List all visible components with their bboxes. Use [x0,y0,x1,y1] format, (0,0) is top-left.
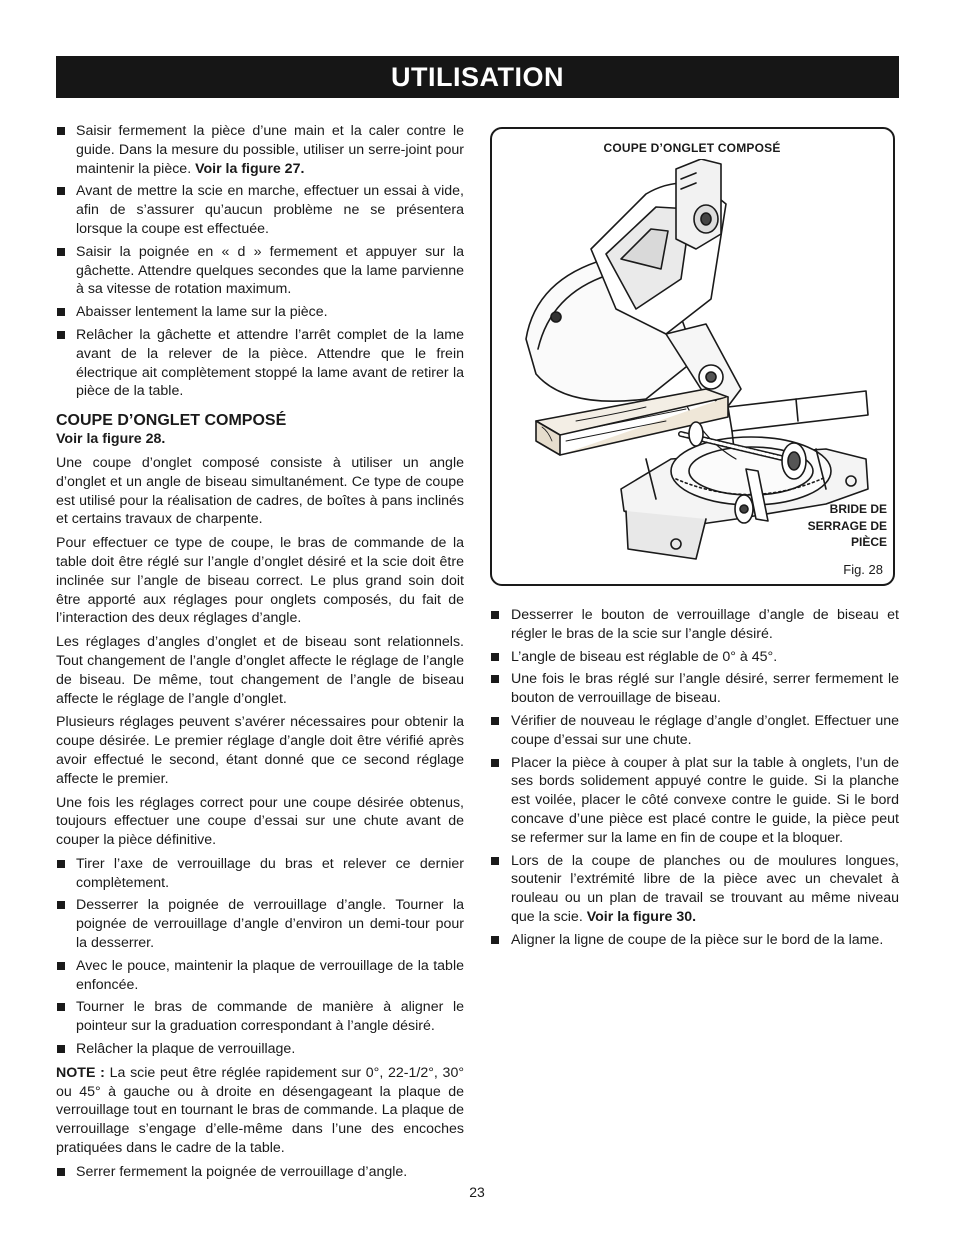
list-item: Abaisser lentement la lame sur la pièce. [56,303,464,322]
right-column [490,606,899,955]
bullet-list-miter-steps [56,855,464,1059]
list-item: Tirer l’axe de verrouillage du bras et relever ce dernier complètement. [56,855,464,893]
paragraph: Une coupe d’onglet composé consiste à utiliser un angle d’onglet et un angle de biseau simultanément. Ce type de coupe est utilisé pour la réalisation de cadres, de boîtes à pans inclinés et certains travaux de charpente. [56,454,464,528]
list-item: Serrer fermement la poignée de verrouillage d’angle. [56,1163,464,1182]
list-item: Saisir la poignée en « d » fermement et appuyer sur la gâchette. Attendre quelques secondes que la lame parvienne à sa vitesse de rotation maximum. [56,243,464,299]
paragraph: Une fois les réglages correct pour une coupe désirée obtenus, toujours effectuer une coupe d’essai sur une chute avant de couper la pièce définitive. [56,794,464,849]
figure-title: COUPE D’ONGLET COMPOSÉ [603,141,781,155]
bullet-list-final-step [56,1163,464,1182]
list-item: Lors de la coupe de planches ou de moulures longues, soutenir l’extrémité libre de la pièce avec un chevalet à rouleau ou un plan de travail se trouvant au même niveau que la scie. Voir la figure 30. [490,852,899,927]
figure-28-box [490,127,895,586]
list-item: Relâcher la plaque de verrouillage. [56,1040,464,1059]
section-title: UTILISATION [391,62,564,92]
note-label: NOTE : [56,1064,105,1081]
list-item: Aligner la ligne de coupe de la pièce sur le bord de la lame. [490,931,899,950]
list-item: Saisir fermement la pièce d’une main et la caler contre le guide. Dans la mesure du possible, utiliser un serre-joint pour maintenir la pièce. Voir la figure 27. [56,122,464,178]
paragraph: Plusieurs réglages peuvent s’avérer nécessaires pour obtenir la coupe désirée. Le premier réglage d’angle doit être vérifié après avoir effectué le second, étant donné que ce second réglage affecte le premier. [56,714,464,787]
paragraph: Les réglages d’angles d’onglet et de biseau sont relationnels. Tout changement de l’angle d’onglet affecte le réglage de l’angle de biseau. De même, tout changement de l’angle de biseau affecte le réglage de l’angle d’onglet. [56,634,464,707]
note-paragraph: NOTE : La scie peut être réglée rapidement sur 0°, 22-1/2°, 30° ou 45° à gauche ou à droite en désengageant la plaque de verrouillage tout en tournant le bras de commande. La plaque de verrouillage s’engage d’elle-même dans l’une des encoches pratiquées dans le cadre de la table. [56,1064,465,1157]
figure-number: Fig. 28 [843,562,883,577]
page-number: 23 [469,1184,485,1200]
figure-reference: Voir la figure 28. [56,431,166,448]
list-item: Desserrer le bouton de verrouillage d’angle de biseau et régler le bras de la scie sur l’angle désiré. [490,606,899,644]
list-item: Tourner le bras de commande de manière à aligner le pointeur sur la graduation correspondant à l’angle désiré. [56,998,464,1036]
list-item: L’angle de biseau est réglable de 0° à 45°. [490,648,899,667]
clamp-callout: BRIDE DE SERRAGE DE PIÈCE [807,502,887,549]
section-heading: COUPE D’ONGLET COMPOSÉ [56,412,287,430]
bullet-list-cutting-steps [56,122,464,401]
list-item: Relâcher la gâchette et attendre l’arrêt complet de la lame avant de la relever de la pièce. Attendre que le frein électrique ait complètement stoppé la lame avant de retirer la pièce de la table. [56,326,464,401]
list-item: Placer la pièce à couper à plat sur la table à onglets, l’un de ses bords solidement appuyé contre le guide. Si la planche est voilée, placer le côté convexe contre le guide. Si le bord concave d’une pièce est placé contre le guide, la pièce peut se refermer sur la lame en fin de coupe et la bloquer. [490,754,899,848]
paragraph: Pour effectuer ce type de coupe, le bras de commande de la table doit être réglé sur l’angle d’onglet désiré et la scie doit être inclinée sur l’angle de biseau correct. Le plus grand soin doit être apporté aux réglages pour onglets composés, du fait de l’interaction des deux réglages d’angle. [56,535,464,627]
list-item: Vérifier de nouveau le réglage d’angle d’onglet. Effectuer une coupe d’essai sur une chute. [490,712,899,750]
list-item: Avant de mettre la scie en marche, effectuer un essai à vide, afin de s’assurer qu’aucun problème ne se présentera lorsque la coupe est effectuée. [56,182,464,238]
section-title-banner [56,56,899,98]
bullet-list-bevel-steps [490,606,899,950]
list-item: Desserrer la poignée de verrouillage d’angle. Tourner la poignée de verrouillage d’angle d’environ un demi-tour pour la desserrer. [56,896,464,952]
list-item: Une fois le bras réglé sur l’angle désiré, serrer fermement le bouton de verrouillage de biseau. [490,670,899,708]
list-item: Avec le pouce, maintenir la plaque de verrouillage de la table enfoncée. [56,957,464,995]
left-column [56,122,464,1187]
